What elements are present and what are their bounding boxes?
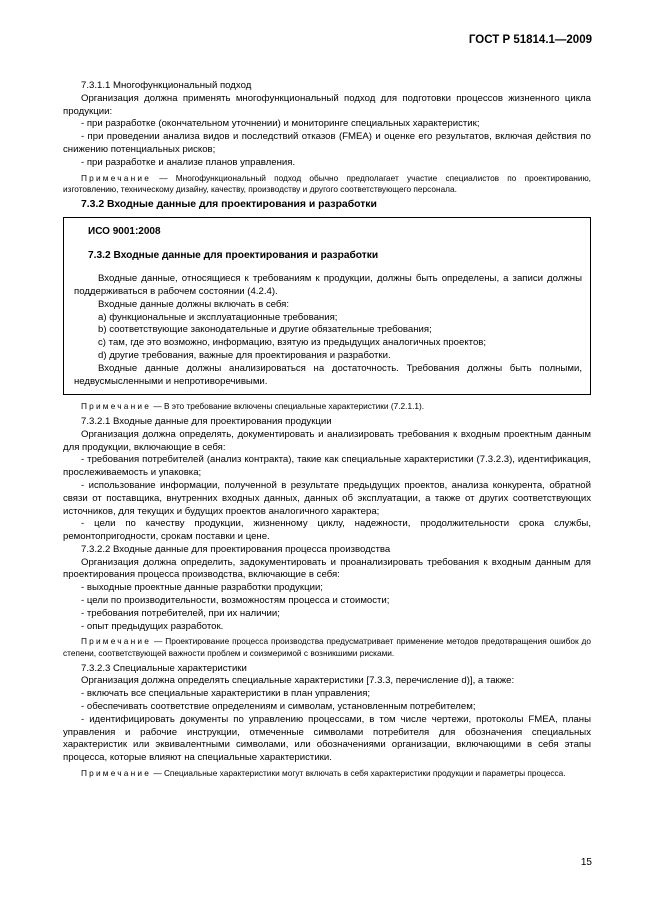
list-item: - при разработке и анализе планов управления. [81, 156, 296, 168]
note-text: — В это требование включены специальные характеристики (7.2.1.1). [151, 401, 425, 412]
list-item: - обеспечивать соответствие определениям и символам, установленным потребителем; [81, 701, 476, 713]
section-heading-7321: 7.3.2.1 Входные данные для проектирования продукции [81, 415, 332, 427]
note-label: Примечание [81, 172, 152, 183]
note-label: Примечание [81, 768, 152, 779]
note-label: Примечание [81, 636, 152, 647]
iso-standard-label: ИСО 9001:2008 [88, 225, 161, 237]
page-content [63, 80, 591, 783]
list-item: - включать все специальные характеристики в план управления; [81, 688, 371, 700]
box-heading: 7.3.2 Входные данные для проектирования и разработки [88, 250, 379, 262]
list-item: - требования потребителей (анализ контракта), такие как специальные характеристики (7.3.2.3), идентификация, прослеживаемость и упаковка; [63, 454, 591, 479]
box-paragraph: Входные данные должны включать в себя: [98, 298, 290, 310]
paragraph: Организация должна определять, документировать и анализировать требования к входным проектным данным для продукции, включающие в себя: [63, 428, 591, 453]
list-item: - выходные проектные данные разработки продукции; [81, 582, 323, 594]
page-number: 15 [580, 857, 592, 868]
note-4 [63, 768, 591, 780]
list-item: - опыт предыдущих разработок. [81, 620, 224, 632]
box-list-item: b) соответствующие законодательные и другие обязательные требования; [98, 324, 432, 336]
note-3 [63, 636, 591, 659]
box-paragraph: Входные данные должны анализироваться на достаточность. Требования должны быть полными, недвусмысленными и непротиворечивыми. [74, 362, 582, 387]
section-heading-732: 7.3.2 Входные данные для проектирования и разработки [81, 198, 377, 210]
list-item: - цели по качеству продукции, жизненному циклу, надежности, продолжительности срока службы, ремонтопригодности, срокам поставки и цене. [63, 518, 591, 543]
list-item: - при разработке (окончательном уточнении) и мониторинге специальных характеристик; [81, 118, 480, 130]
list-item: - цели по производительности, возможностям процесса и стоимости; [81, 595, 390, 607]
iso-quote-box [63, 217, 591, 396]
note-text: — Многофункциональный подход обычно предполагает участие специалистов по проектированию, изготовлению, техническому дизайну, качеству, производству и другого соответствующего персонала. [63, 172, 591, 195]
list-item: - идентифицировать документы по управлению процессами, в том числе чертежи, протоколы FMEA, планы управления и рабочие инструкции, отмеченные символами потребителя для обозначения специальных характеристик или эквивалентными символами, или обозначениями организации, включающими в себя этапы процесса, которые влияют на специальные характеристики. [63, 713, 591, 764]
section-heading-7311: 7.3.1.1 Многофункциональный подход [81, 80, 252, 91]
box-list-item: d) другие требования, важные для проектирования и разработки. [98, 349, 391, 361]
list-item: - использование информации, полученной в результате предыдущих проектов, анализа конкурента, обратной связи от поставщика, внутренних входных данных, данных об эксплуатации, а также от других соответствующих источников, для текущих и будущих проектов аналогичного характера; [63, 479, 591, 517]
section-heading-7322: 7.3.2.2 Входные данные для проектирования процесса производства [81, 543, 391, 555]
note-text: — Проектирование процесса производства предусматривает применение методов предотвращения ошибок до степени, соответствующей важности проблем и соизмеримой с возникшими рисками. [63, 636, 591, 659]
note-label: Примечание [81, 401, 152, 412]
section-heading-7323: 7.3.2.3 Специальные характеристики [81, 662, 247, 674]
paragraph: Организация должна определять специальные характеристики [7.3.3, перечисление d)], а также: [81, 675, 515, 687]
box-paragraph: Входные данные, относящиеся к требованиям к продукции, должны быть определены, а записи должны поддерживаться в рабочем состоянии (4.2.4). [74, 273, 582, 297]
paragraph: Организация должна определить, задокументировать и проанализировать требования к входным данным для проектирования процесса производства, включающие в себя: [63, 556, 591, 581]
box-list-item: c) там, где это возможно, информацию, взятую из предыдущих аналогичных проектов; [98, 337, 487, 349]
paragraph: Организация должна применять многофункциональный подход для подготовки процессов жизненного цикла продукции: [63, 92, 591, 117]
document-header: ГОСТ Р 51814.1—2009 [468, 34, 592, 46]
note-text: — Специальные характеристики могут включать в себя характеристики продукции и параметры процесса. [151, 768, 566, 779]
list-item: - при проведении анализа видов и последствий отказов (FMEA) и оценке его результатов, включая действия по снижению потенциальных рисков; [63, 131, 591, 155]
note-2 [63, 401, 591, 413]
box-list-item: а) функциональные и эксплуатационные требования; [98, 311, 338, 323]
note-1 [63, 173, 591, 196]
list-item: - требования потребителей, при их наличии; [81, 607, 280, 619]
